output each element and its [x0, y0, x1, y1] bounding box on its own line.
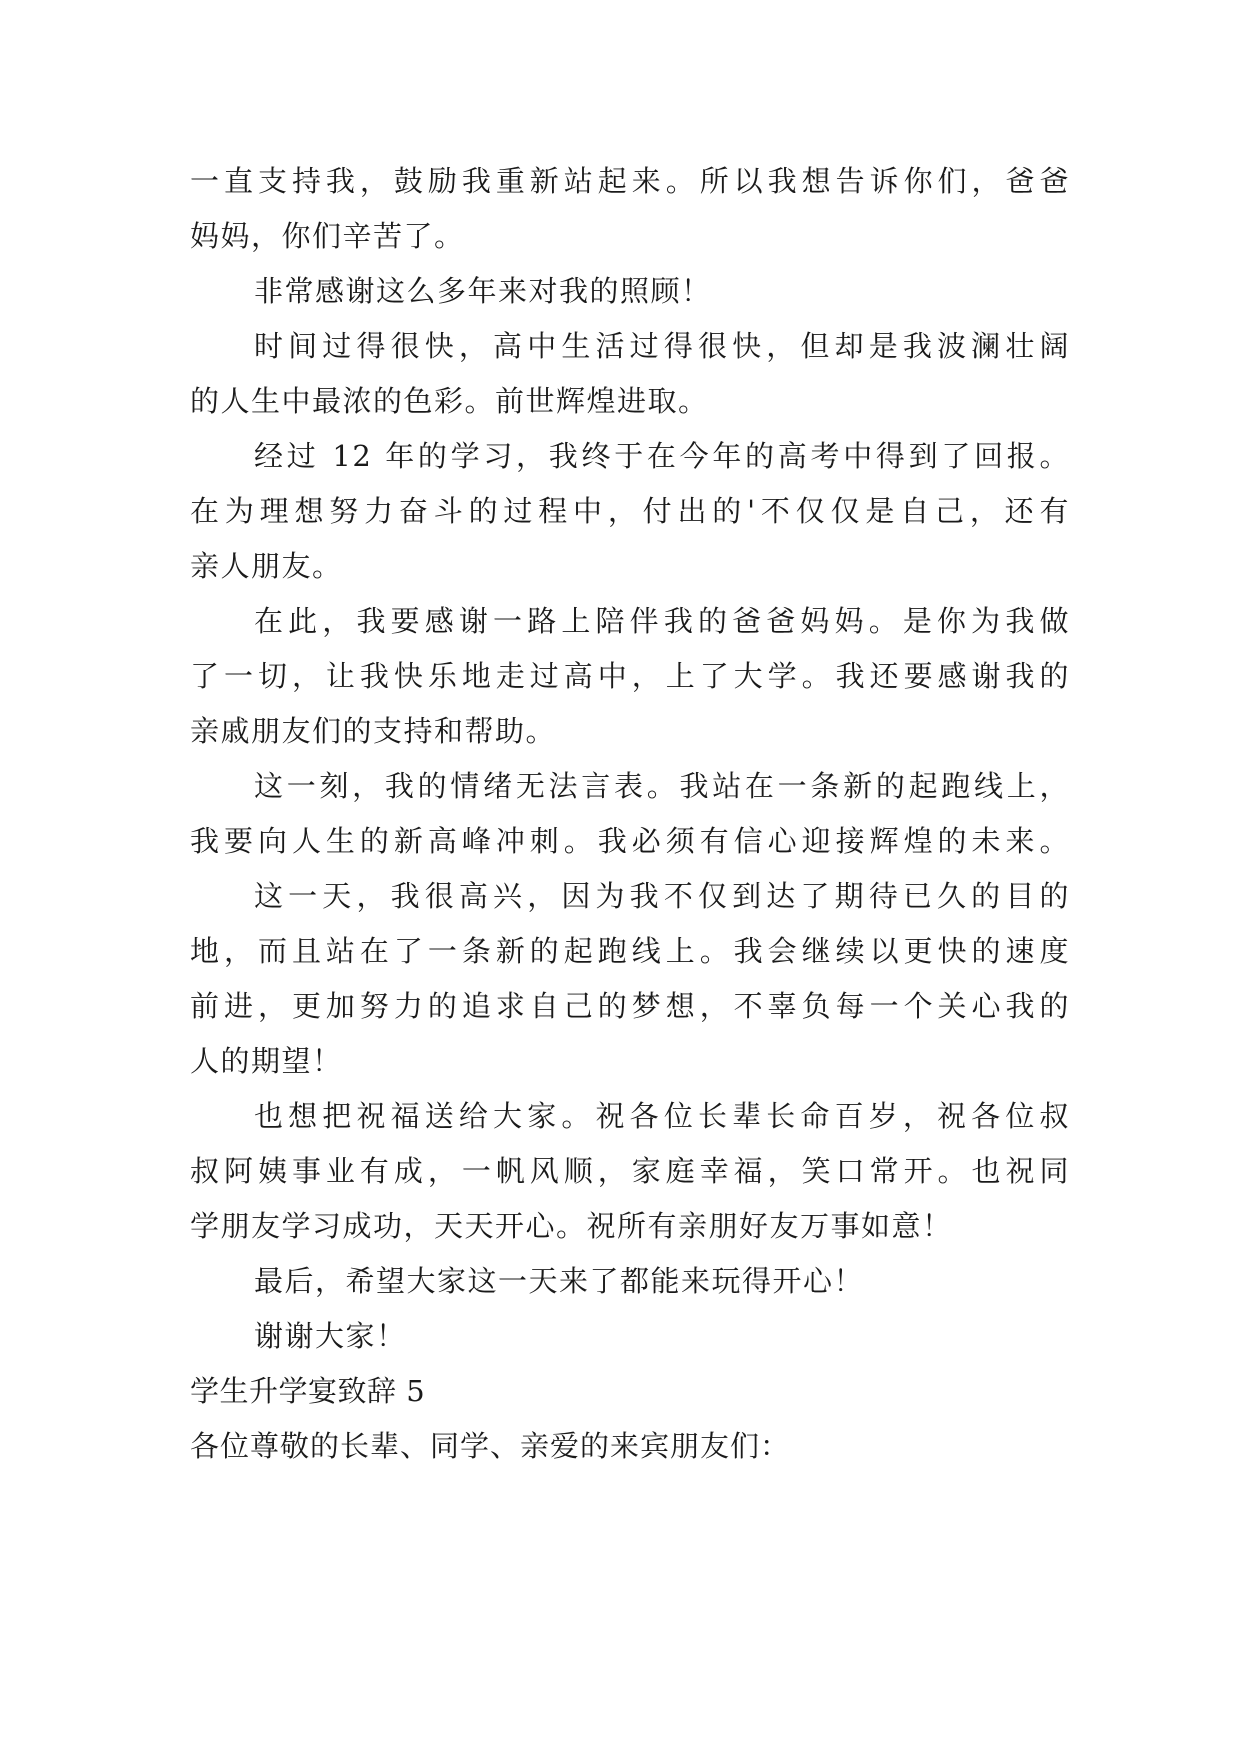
text-line: 亲戚朋友们的支持和帮助。	[190, 714, 557, 748]
text-line: 前进，更加努力的追求自己的梦想，不辜负每一个关心我的	[190, 989, 1070, 1023]
text-line: 一直支持我，鼓励我重新站起来。所以我想告诉你们，爸爸	[190, 164, 1070, 198]
text-line: 非常感谢这么多年来对我的照顾！	[254, 274, 712, 308]
text-line: 谢谢大家！	[254, 1319, 407, 1353]
text-line: 在此，我要感谢一路上陪伴我的爸爸妈妈。是你为我做	[254, 604, 1070, 638]
text-line: 地，而且站在了一条新的起跑线上。我会继续以更快的速度	[190, 934, 1070, 968]
text-line: 也想把祝福送给大家。祝各位长辈长命百岁，祝各位叔	[254, 1099, 1070, 1133]
text-line: 经过 12 年的学习，我终于在今年的高考中得到了回报。	[254, 439, 1070, 473]
text-line: 学朋友学习成功，天天开心。祝所有亲朋好友万事如意！	[190, 1209, 953, 1243]
text-line: 这一天，我很高兴，因为我不仅到达了期待已久的目的	[254, 879, 1070, 913]
text-line: 在为理想努力奋斗的过程中，付出的'不仅仅是自己，还有	[190, 494, 1070, 528]
text-line: 叔阿姨事业有成，一帆风顺，家庭幸福，笑口常开。也祝同	[190, 1154, 1070, 1188]
text-line: 妈妈，你们辛苦了。	[190, 219, 465, 253]
text-line: 亲人朋友。	[190, 549, 343, 583]
text-line: 最后，希望大家这一天来了都能来玩得开心！	[254, 1264, 865, 1298]
text-line: 时间过得很快，高中生活过得很快，但却是我波澜壮阔	[254, 329, 1070, 363]
greeting-line: 各位尊敬的长辈、同学、亲爱的来宾朋友们：	[190, 1429, 791, 1463]
text-line: 了一切，让我快乐地走过高中，上了大学。我还要感谢我的	[190, 659, 1070, 693]
section-title: 学生升学宴致辞 5	[190, 1374, 426, 1408]
text-line: 我要向人生的新高峰冲刺。我必须有信心迎接辉煌的未来。	[190, 824, 1070, 858]
document-body	[190, 154, 1070, 1474]
text-line: 这一刻，我的情绪无法言表。我站在一条新的起跑线上，	[254, 769, 1070, 803]
text-line: 人的期望！	[190, 1044, 343, 1078]
text-line: 的人生中最浓的色彩。前世辉煌进取。	[190, 384, 709, 418]
